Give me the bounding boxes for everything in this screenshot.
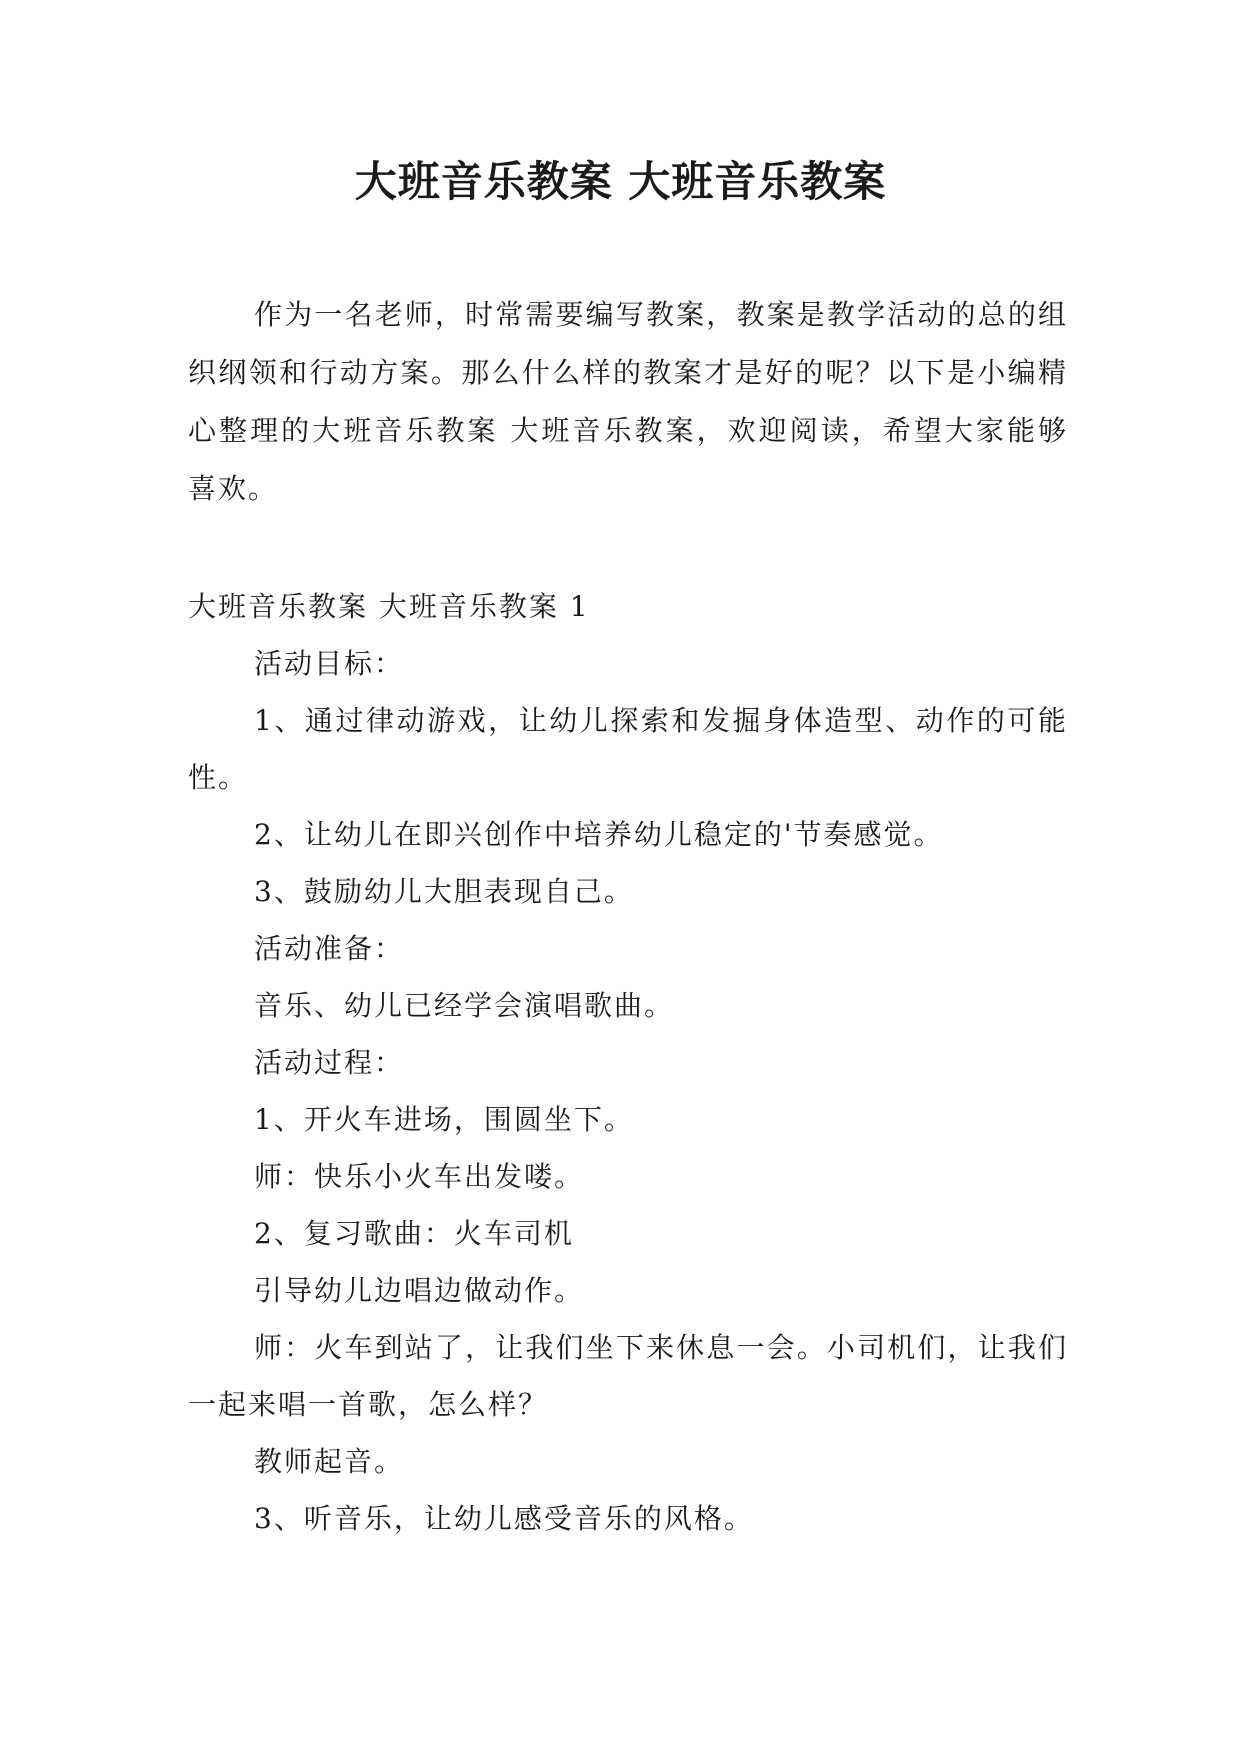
goal-item: 1、通过律动游戏，让幼儿探索和发掘身体造型、动作的可能性。 <box>188 704 1068 794</box>
activity-goals-heading: 活动目标： <box>254 647 405 680</box>
teacher-line: 师：快乐小火车出发喽。 <box>254 1160 585 1193</box>
process-step: 2、复习歌曲：火车司机 <box>254 1217 574 1250</box>
process-note: 教师起音。 <box>254 1445 405 1478</box>
intro-paragraph: 作为一名老师，时常需要编写教案，教案是教学活动的总的组织纲领和行动方案。那么什么样的教案才是好的呢？以下是小编精心整理的大班音乐教案 大班音乐教案，欢迎阅读，希望大家能够喜欢。 <box>188 298 1068 505</box>
activity-process-heading: 活动过程： <box>254 1046 405 1079</box>
section-heading: 大班音乐教案 大班音乐教案 1 <box>188 590 590 623</box>
process-note: 引导幼儿边唱边做动作。 <box>254 1274 585 1307</box>
activity-prep-heading: 活动准备： <box>254 932 405 965</box>
document-body <box>188 578 1068 1547</box>
teacher-line: 师：火车到站了，让我们坐下来休息一会。小司机们，让我们一起来唱一首歌，怎么样？ <box>188 1331 1068 1421</box>
goal-item: 2、让幼儿在即兴创作中培养幼儿稳定的'节奏感觉。 <box>254 818 944 851</box>
process-step: 3、听音乐，让幼儿感受音乐的风格。 <box>254 1502 754 1535</box>
goal-item: 3、鼓励幼儿大胆表现自己。 <box>254 875 634 908</box>
prep-item: 音乐、幼儿已经学会演唱歌曲。 <box>254 989 675 1022</box>
document-title: 大班音乐教案 大班音乐教案 <box>354 157 887 206</box>
process-step: 1、开火车进场，围圆坐下。 <box>254 1103 634 1136</box>
